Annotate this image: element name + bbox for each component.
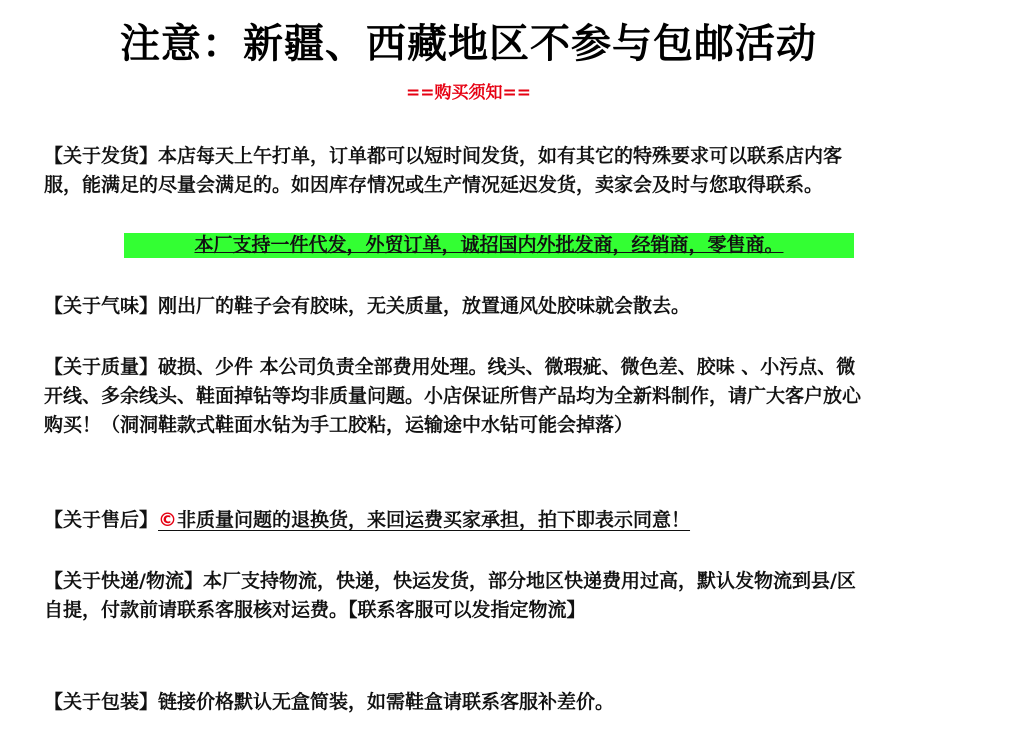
shipping-body: 本店每天上午打单，订单都可以短时间发货，如有其它的特殊要求可以联系店内客服，能满足的尽量会满足的。如因库存情况或生产情况延迟发货，卖家会及时与您取得联系。 [44, 145, 843, 196]
aftersale-statement [158, 509, 690, 531]
notice-subtitle: ==购买须知== [406, 83, 531, 103]
wholesale-banner: 本厂支持一件代发，外贸订单，诚招国内外批发商，经销商，零售商。 [124, 233, 854, 258]
packaging-heading: 【关于包装】 [44, 691, 159, 713]
smell-body: 刚出厂的鞋子会有胶味，无关质量，放置通风处胶味就会散去。 [158, 295, 691, 317]
logistics-body: 本厂支持物流，快递，快运发货，部分地区快递费用过高，默认发物流到县/区自提，付款前请联系客服核对运费。【联系客服可以发指定物流】 [44, 570, 856, 621]
section-logistics [44, 567, 874, 625]
smell-heading: 【关于气味】 [44, 295, 159, 317]
aftersale-heading: 【关于售后】 [44, 509, 159, 531]
packaging-body: 链接价格默认无盒简装，如需鞋盒请联系客服补差价。 [158, 691, 615, 713]
section-shipping [44, 142, 874, 200]
quality-body: 破损、少件 本公司负责全部费用处理。线头、微瑕疵、微色差、胶味 、小污点、微开线、多余线头、鞋面掉钻等均非质量问题。小店保证所售产品均为全新料制作，请广大客户放心购买！（洞洞鞋款式鞋面水钻为手工胶粘，运输途中水钻可能会掉落） [44, 356, 862, 436]
section-packaging [44, 688, 874, 717]
aftersale-body: 非质量问题的退换货，来回运费买家承担，拍下即表示同意！ [177, 509, 691, 531]
section-smell [44, 292, 874, 321]
section-aftersale [44, 506, 874, 535]
notice-title: 注意：新疆、西藏地区不参与包邮活动 [120, 21, 817, 67]
quality-heading: 【关于质量】 [44, 356, 159, 378]
section-quality [44, 353, 874, 440]
copyright-symbol: © [158, 509, 178, 531]
logistics-heading: 【关于快递/物流】 [44, 570, 203, 592]
shipping-heading: 【关于发货】 [44, 145, 159, 167]
